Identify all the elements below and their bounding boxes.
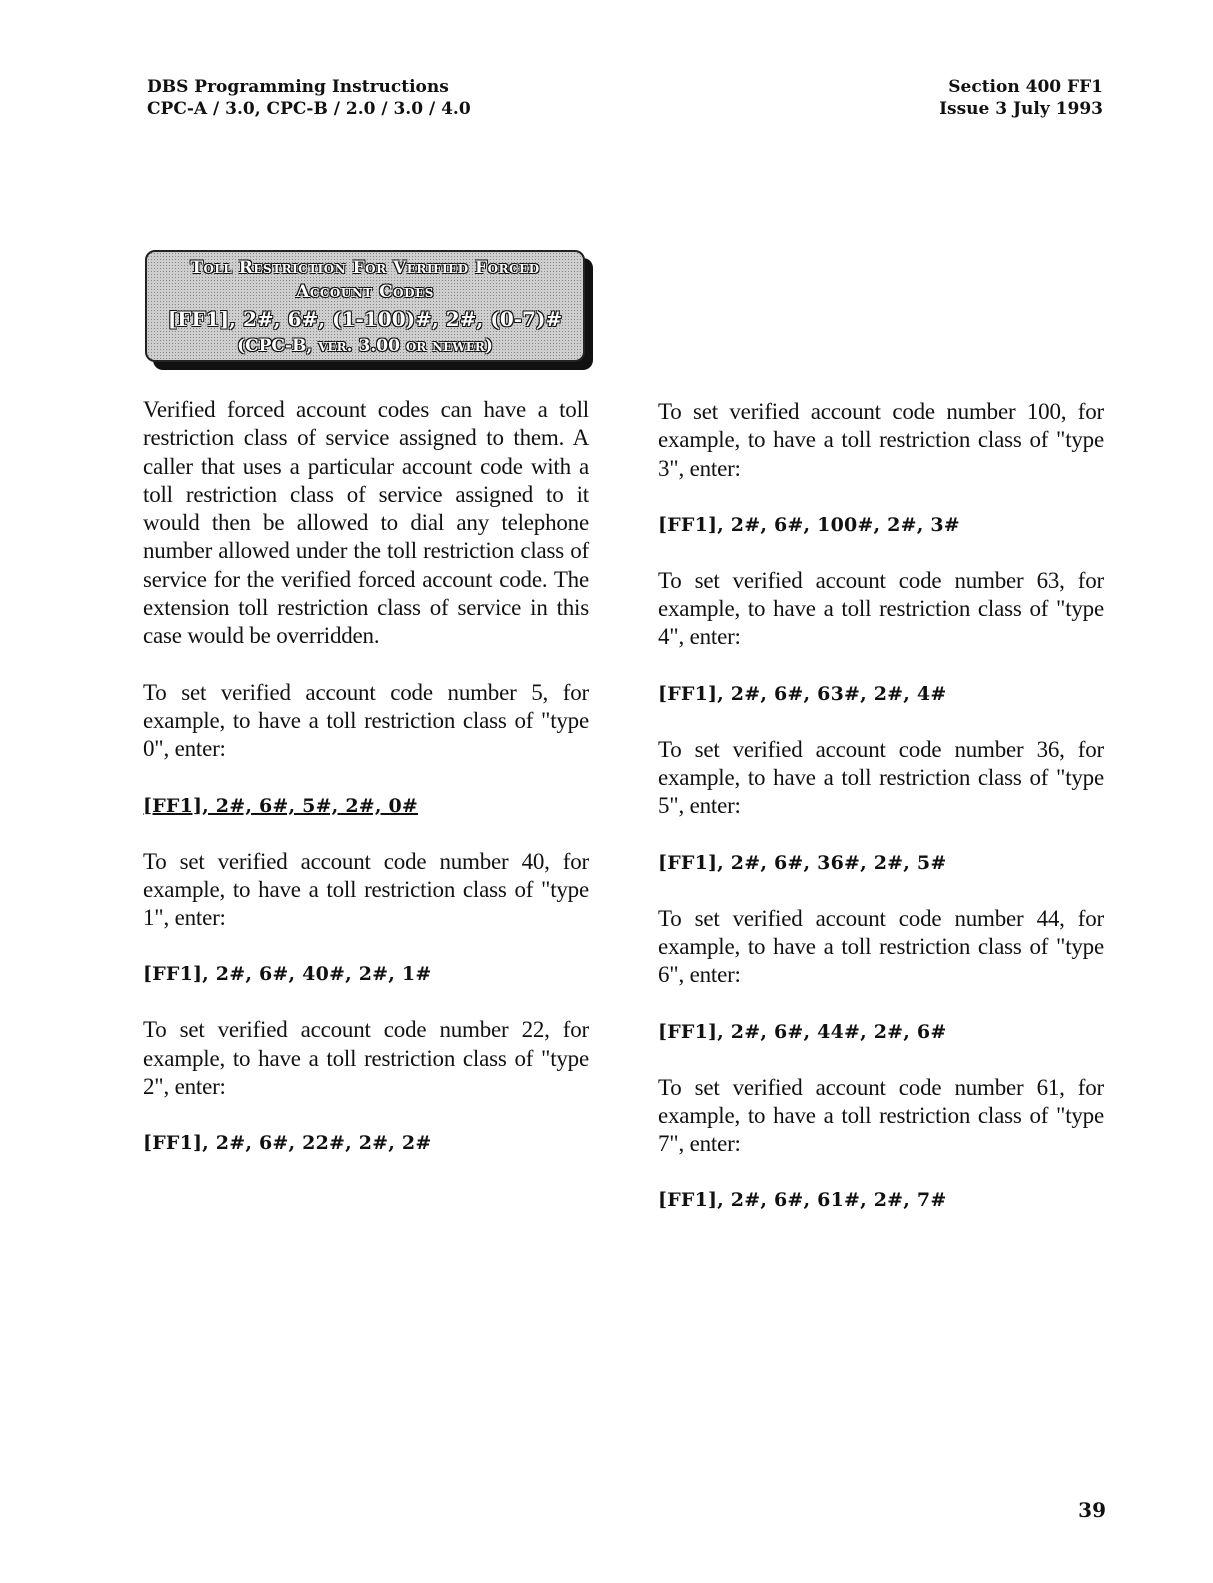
feature-title-line1: Toll Restriction For Verified Forced: [190, 258, 540, 278]
example-command: [FF1], 2#, 6#, 5#, 2#, 0#: [143, 794, 419, 817]
header-issue-date: Issue 3 July 1993: [939, 99, 1103, 119]
example-command: [FF1], 2#, 6#, 36#, 2#, 5#: [658, 851, 947, 874]
example-text: To set verified account code number 40, for example, to have a toll restriction class of "type 1", enter:: [143, 848, 589, 931]
header-document-title: [147, 76, 471, 120]
example-command: [FF1], 2#, 6#, 61#, 2#, 7#: [658, 1189, 947, 1212]
example-command: [FF1], 2#, 6#, 100#, 2#, 3#: [658, 513, 960, 536]
feature-command-syntax: [FF1], 2#, 6#, (1-100)#, 2#, (0-7)#: [167, 307, 563, 331]
header-title: DBS Programming Instructions: [147, 77, 449, 97]
left-column: [143, 396, 589, 1157]
example-text: To set verified account code number 100, for example, to have a toll restriction class of "type 3", enter:: [658, 399, 1104, 481]
header-versions: CPC-A / 3.0, CPC-B / 2.0 / 3.0 / 4.0: [147, 99, 471, 119]
example-text: To set verified account code number 63, for example, to have a toll restriction class of "type 4", enter:: [658, 567, 1104, 650]
example-command: [FF1], 2#, 6#, 40#, 2#, 1#: [143, 963, 432, 986]
header-section-info: [939, 76, 1103, 120]
feature-version-note: (CPC-B, ver. 3.00 or newer): [237, 336, 493, 356]
feature-title-box: [145, 250, 585, 362]
example-text: To set verified account code number 22, for example, to have a toll restriction class of "type 2", enter:: [143, 1017, 589, 1100]
feature-title-line2: Account Codes: [296, 282, 434, 302]
intro-paragraph: Verified forced account codes can have a toll restriction class of service assigned to them. A caller that uses a particular account code with a toll restriction class of service assigned to it would then be allowed to dial any telephone number allowed under the toll restriction class of service for the verified forced account code. The extension toll restriction class of service in this case would be overridden.: [143, 397, 589, 649]
example-command: [FF1], 2#, 6#, 22#, 2#, 2#: [143, 1132, 432, 1155]
example-text: To set verified account code number 61, for example, to have a toll restriction class of "type 7", enter:: [658, 1074, 1104, 1157]
example-text: To set verified account code number 44, for example, to have a toll restriction class of "type 6", enter:: [658, 905, 1104, 988]
header-section: Section 400 FF1: [948, 77, 1103, 97]
right-column: [658, 398, 1104, 1214]
example-command: [FF1], 2#, 6#, 44#, 2#, 6#: [658, 1020, 947, 1043]
example-text: To set verified account code number 5, for example, to have a toll restriction class of "type 0", enter:: [143, 679, 589, 762]
example-text: To set verified account code number 36, for example, to have a toll restriction class of "type 5", enter:: [658, 736, 1104, 819]
page-number: 39: [1078, 1498, 1106, 1522]
example-command: [FF1], 2#, 6#, 63#, 2#, 4#: [658, 682, 947, 705]
